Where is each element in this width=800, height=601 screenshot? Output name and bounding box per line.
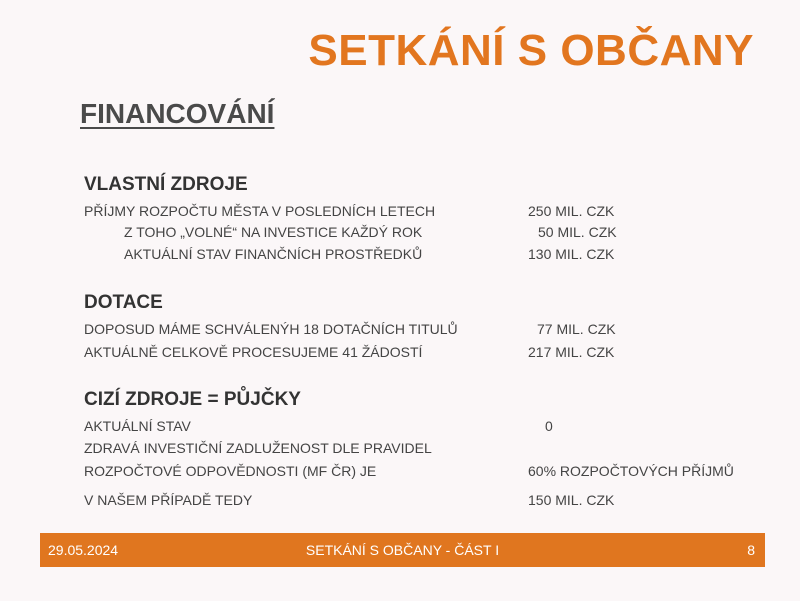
group-title-own-resources: VLASTNÍ ZDROJE [84, 174, 248, 195]
group-title-subsidies: DOTACE [84, 292, 163, 313]
row-value: 250 MIL. CZK [528, 203, 615, 219]
section-heading: FINANCOVÁNÍ [80, 98, 275, 129]
page-number: 8 [747, 542, 755, 558]
row-label: Z TOHO „VOLNÉ“ NA INVESTICE KAŽDÝ ROK [124, 224, 423, 240]
row-label: ROZPOČTOVÉ ODPOVĚDNOSTI (MF ČR) JE [84, 463, 377, 479]
row-label: AKTUÁLNÍ STAV FINANČNÍCH PROSTŘEDKŮ [124, 246, 423, 262]
row-label: AKTUÁLNĚ CELKOVĚ PROCESUJEME 41 ŽÁDOSTÍ [84, 344, 423, 360]
footer-title: SETKÁNÍ S OBČANY - ČÁST I [305, 542, 500, 558]
row-value: 150 MIL. CZK [528, 492, 615, 508]
group-title-loans: CIZÍ ZDROJE = PŮJČKY [84, 389, 301, 410]
row-value: 0 [545, 418, 553, 434]
row-label: V NAŠEM PŘÍPADĚ TEDY [84, 492, 253, 508]
row-value: 217 MIL. CZK [528, 344, 615, 360]
footer-date: 29.05.2024 [48, 542, 119, 558]
row-label: ZDRAVÁ INVESTIČNÍ ZADLUŽENOST DLE PRAVIDEL [84, 440, 432, 456]
row-value: 77 MIL. CZK [537, 321, 616, 337]
row-value: 50 MIL. CZK [538, 224, 617, 240]
row-label: DOPOSUD MÁME SCHVÁLENÝH 18 DOTAČNÍCH TITULŮ [84, 321, 458, 337]
row-label: AKTUÁLNÍ STAV [84, 418, 191, 434]
footer-bar [40, 533, 765, 567]
row-value: 130 MIL. CZK [528, 246, 615, 262]
row-value: 60% ROZPOČTOVÝCH PŘÍJMŮ [528, 463, 734, 479]
row-label: PŘÍJMY ROZPOČTU MĚSTA V POSLEDNÍCH LETECH [84, 203, 436, 219]
slide-title: SETKÁNÍ S OBČANY [308, 26, 754, 75]
